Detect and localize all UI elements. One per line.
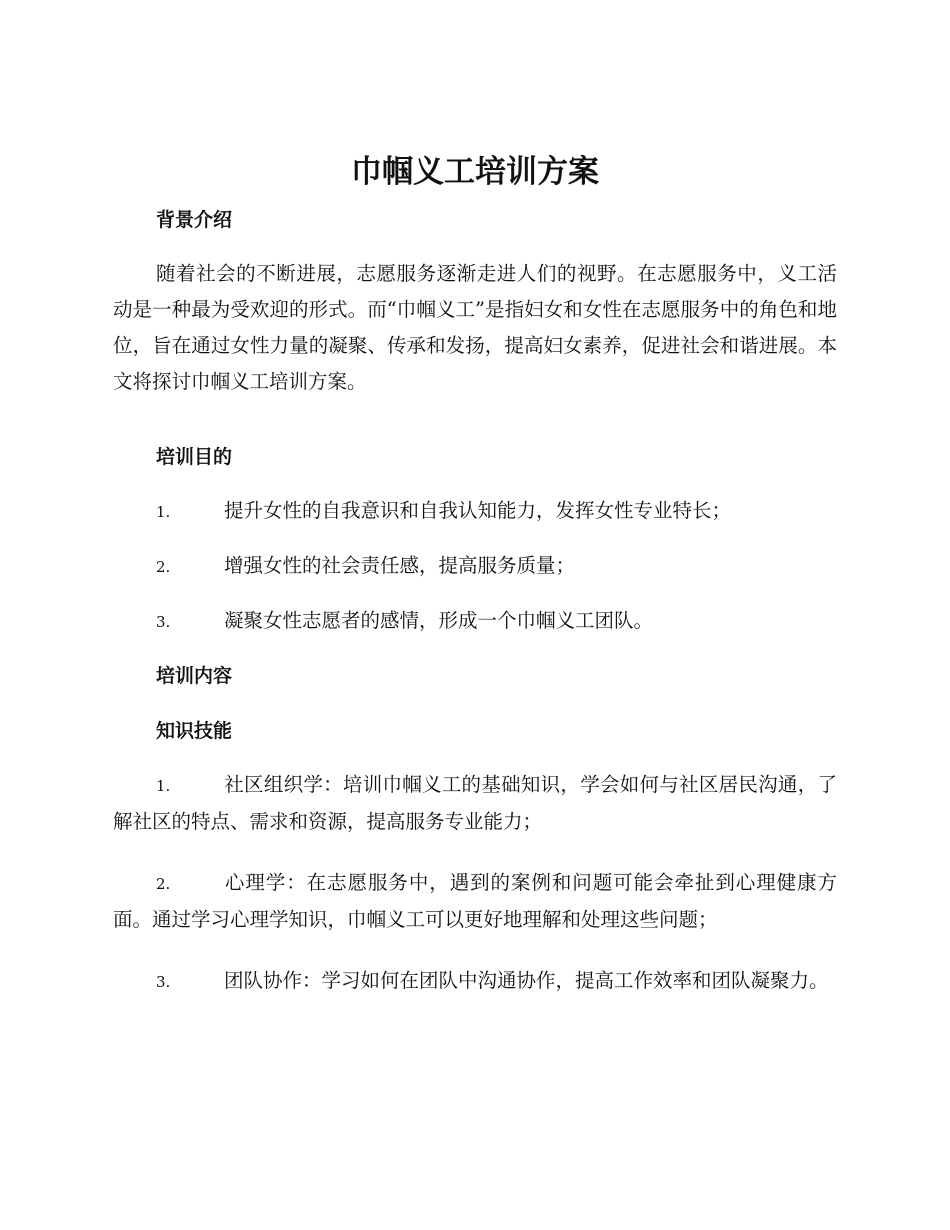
heading-content: 培训内容: [156, 665, 233, 687]
goal-item: [113, 548, 837, 585]
document-title: 巾帼义工培训方案: [351, 154, 599, 190]
list-item-text: 增强女性的社会责任感，提高服务质量；: [224, 554, 576, 577]
goal-item: [113, 603, 837, 640]
list-number: 3.: [156, 613, 171, 631]
list-item-text: 提升女性的自我意识和自我认知能力，发挥女性专业特长；: [224, 499, 732, 522]
skill-item: [113, 767, 837, 840]
background-paragraph: 随着社会的不断进展，志愿服务逐渐走进人们的视野。在志愿服务中，义工活动是一种最为受欢迎的形式。而“巾帼义工”是指妇女和女性在志愿服务中的角色和地位，旨在通过女性力量的凝聚、传承和发扬，提高妇女素养，促进社会和谐进展。本文将探讨巾帼义工培训方案。: [113, 262, 837, 393]
list-number: 2.: [156, 875, 171, 893]
list-number: 1.: [156, 777, 171, 795]
list-number: 3.: [156, 973, 171, 991]
heading-skills: 知识技能: [156, 720, 233, 742]
list-item-text: 团队协作：学习如何在团队中沟通协作，提高工作效率和团队凝聚力。: [224, 969, 829, 992]
list-item-text: 社区组织学：培训巾帼义工的基础知识，学会如何与社区居民沟通，了解社区的特点、需求和资源，提高服务专业能力；: [113, 773, 837, 833]
list-number: 2.: [156, 558, 171, 576]
list-number: 1.: [156, 503, 171, 521]
skill-item: [113, 963, 837, 1000]
skill-item: [113, 865, 837, 938]
goal-item: [113, 493, 837, 530]
list-item-text: 心理学：在志愿服务中，遇到的案例和问题可能会牵扯到心理健康方面。通过学习心理学知识，巾帼义工可以更好地理解和处理这些问题；: [113, 871, 837, 931]
list-item-text: 凝聚女性志愿者的感情，形成一个巾帼义工团队。: [224, 609, 654, 632]
heading-goals: 培训目的: [156, 446, 233, 468]
heading-background: 背景介绍: [156, 209, 233, 231]
